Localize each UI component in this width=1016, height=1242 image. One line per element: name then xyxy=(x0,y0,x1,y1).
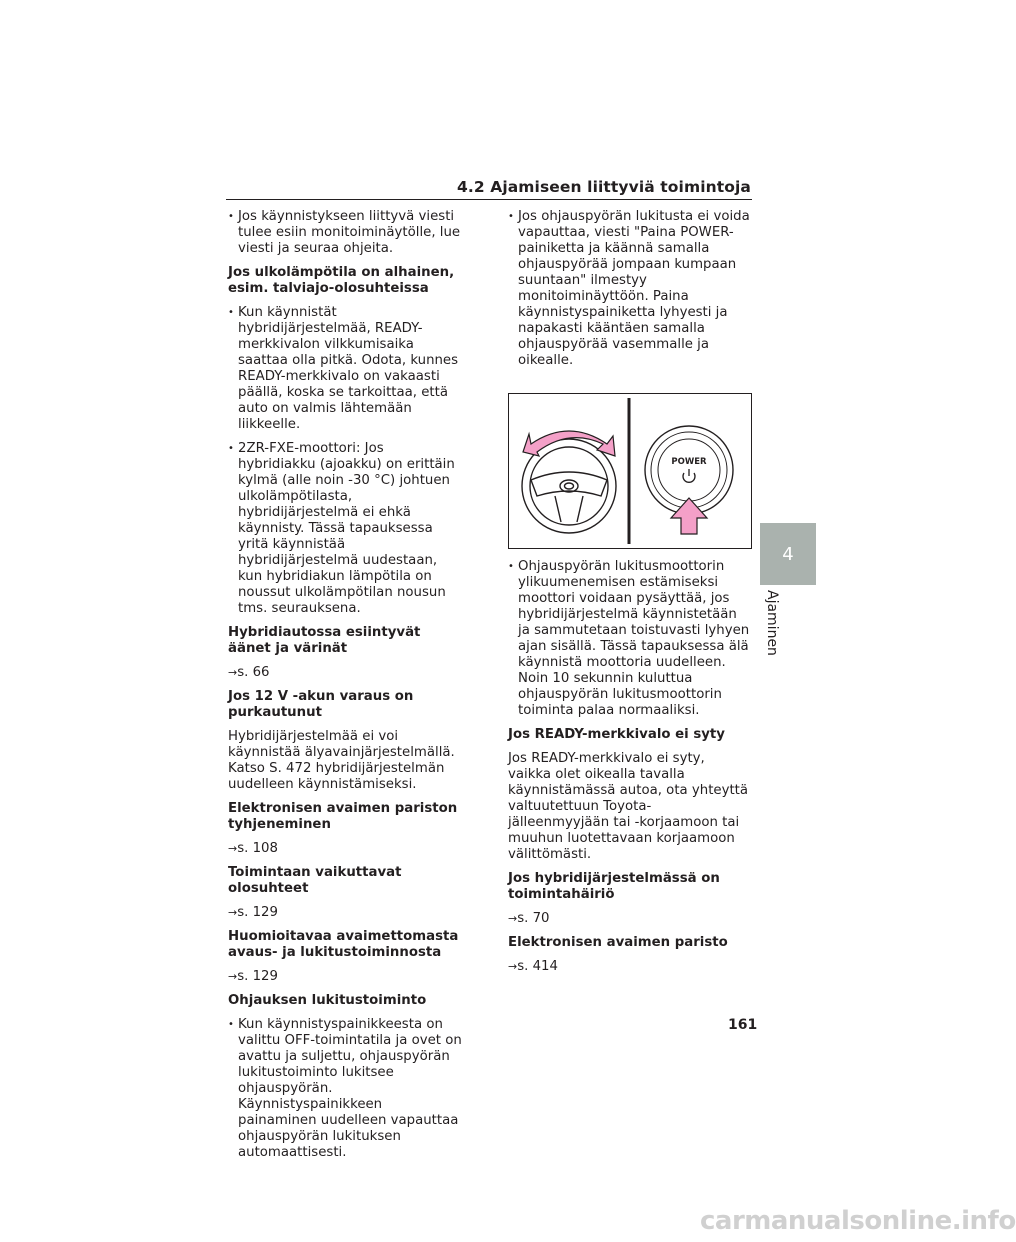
page-number: 161 xyxy=(728,1017,758,1033)
steering-power-figure xyxy=(508,393,752,549)
bullet-item: • Kun käynnistyspainikkeesta on valittu OFF-toimintatila ja ovet on avattu ja suljettu, ohjauspyörän lukitustoiminto lukitsee ohjauspyörän. Käynnistyspainikkeen painaminen uudelleen vapauttaa ohjauspyörän lukituksen automaattisesti. xyxy=(228,1017,464,1161)
reference-text: s. 70 xyxy=(517,911,550,926)
bullet-item: • Ohjauspyörän lukitusmoottorin ylikuumenemisen estämiseksi moottori voidaan pysäyttää, jos hybridijärjestelmä käynnistetään ja sammutetaan toistuvasti lyhyen ajan sisällä. Tässä tapauksessa älä käynnistä moottoria uudelleen. Noin 10 sekunnin kuluttua ohjauspyörän lukitusmoottorin toiminta palaa normaaliksi. xyxy=(508,559,752,719)
subheading: Jos hybridijärjestelmässä on toimintahäiriö xyxy=(508,871,720,902)
reference-text: s. 129 xyxy=(237,905,278,920)
reference-text: s. 66 xyxy=(237,665,270,680)
bullet-item: • Jos käynnistykseen liittyvä viesti tulee esiin monitoiminäytölle, lue viesti ja seuraa ohjeita. xyxy=(228,209,464,257)
chapter-label: Ajaminen xyxy=(764,590,780,656)
page-reference[interactable] xyxy=(508,911,752,927)
power-label: POWER xyxy=(671,457,707,467)
reference-text: s. 129 xyxy=(237,969,278,984)
reference-text: s. 108 xyxy=(237,841,278,856)
page-reference[interactable] xyxy=(228,905,464,921)
paragraph: Hybridijärjestelmää ei voi käynnistää älyavainjärjestelmällä. Katso S. 472 hybridijärjestelmän uudelleen käynnistämiseksi. xyxy=(228,729,455,792)
arrow-icon: → xyxy=(228,906,238,919)
subheading: Jos ulkolämpötila on alhainen, esim. talviajo-olosuhteissa xyxy=(228,265,455,296)
bullet-item: • Jos ohjauspyörän lukitusta ei voida vapauttaa, viesti "Paina POWER-painiketta ja käännä samalla ohjauspyörää jompaan kumpaan suuntaan" ilmestyy monitoiminäyttöön. Paina käynnistyspainiketta lyhyesti ja napakasti kääntäen samalla ohjauspyörää vasemmalle ja oikealle. xyxy=(508,209,752,369)
subheading: Jos READY-merkkivalo ei syty xyxy=(508,727,725,742)
subheading: Elektronisen avaimen pariston tyhjeneminen xyxy=(228,801,458,832)
bullet-item: • 2ZR-FXE-moottori: Jos hybridiakku (ajoakku) on erittäin kylmä (alle noin -30 °C) johtuen ulkolämpötilasta, hybridijärjestelmä ei ehkä käynnisty. Tässä tapauksessa yritä käynnistää hybridijärjestelmä uudestaan, kun hybridiakun lämpötila on noussut ulkolämpötilan nousun tms. seurauksena. xyxy=(228,441,464,617)
subheading: Ohjauksen lukitustoiminto xyxy=(228,993,427,1008)
bullet-item: • Kun käynnistät hybridijärjestelmää, READY-merkkivalon vilkkumisaika saattaa olla pitkä. Odota, kunnes READY-merkkivalo on vakaasti päällä, koska se tarkoittaa, että auto on valmis lähtemään liikkeelle. xyxy=(228,305,464,433)
arrow-icon: → xyxy=(508,960,518,973)
chapter-number: 4 xyxy=(782,543,794,565)
right-column xyxy=(508,209,752,983)
subheading: Toimintaan vaikuttavat olosuhteet xyxy=(228,865,402,896)
left-column xyxy=(228,209,464,1169)
page-reference[interactable] xyxy=(228,841,464,857)
arrow-icon: → xyxy=(508,912,518,925)
subheading: Huomioitavaa avaimettomasta avaus- ja lukitustoiminnosta xyxy=(228,929,459,960)
page-reference[interactable] xyxy=(228,665,464,681)
chapter-tab[interactable] xyxy=(760,523,816,585)
page-reference[interactable] xyxy=(228,969,464,985)
section-title: 4.2 Ajamiseen liittyviä toimintoja xyxy=(456,178,751,196)
paragraph: Jos READY-merkkivalo ei syty, vaikka olet oikealla tavalla käynnistämässä autoa, ota yhteyttä valtuutettuun Toyota-jälleenmyyjään tai -korjaamoon tai muuhun luotettavaan korjaamoon välittömästi. xyxy=(508,751,749,862)
header-divider xyxy=(226,199,752,200)
steering-wheel-illustration xyxy=(509,394,751,548)
subheading: Jos 12 V -akun varaus on purkautunut xyxy=(228,689,414,720)
arrow-icon: → xyxy=(228,842,238,855)
subheading: Hybridiautossa esiintyvät äänet ja värinät xyxy=(228,625,421,656)
arrow-icon: → xyxy=(228,970,238,983)
arrow-icon: → xyxy=(228,666,238,679)
watermark-text: carmanualsonline.info xyxy=(700,1206,1016,1236)
subheading: Elektronisen avaimen paristo xyxy=(508,935,728,950)
page-reference[interactable] xyxy=(508,959,752,975)
reference-text: s. 414 xyxy=(517,959,558,974)
